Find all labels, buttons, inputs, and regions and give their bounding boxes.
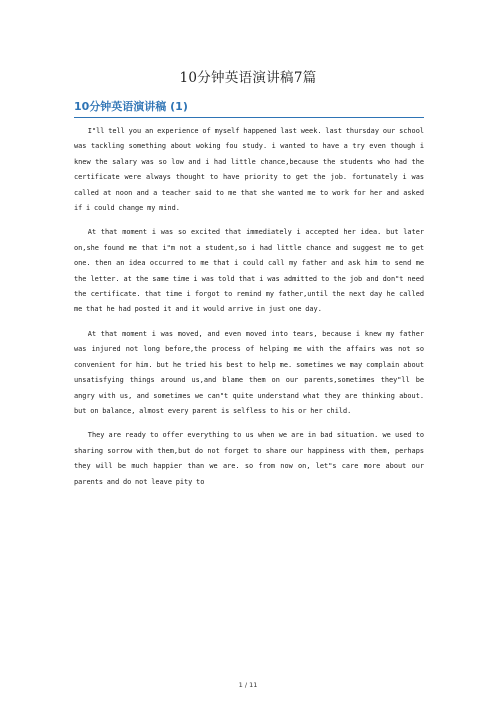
body-text	[74, 124, 424, 499]
paragraph-2: At that moment i was so excited that immediately i accepted her idea. but later on,she found me that i"m not a student,so i had little chance and suggest me to get one. then an idea occurred to me that i could call my father and ask him to send me the letter. at the same time i was told that i was admitted to the job and don"t need the certificate. that time i forgot to remind my father,until the next day he called me that he had posted it and it would arrive in just one day.	[74, 228, 424, 314]
document-title: 10分钟英语演讲稿7篇	[179, 70, 317, 86]
paragraph-4: They are ready to offer everything to us when we are in bad situation. we used to sharing sorrow with them,but do not forget to share our happiness with them, perhaps they will be much happier than we are. so from now on, let"s care more about our parents and do not leave pity to	[74, 431, 424, 486]
paragraph-1: I"ll tell you an experience of myself happened last week. last thursday our school was tackling something about woking fou study. i wanted to have a try even though i knew the salary was so low and i had little chance,because the students who had the certificate were always thought to have priority to get the job. fortunately i was called at noon and a teacher said to me that she wanted me to work for her and asked if i could change my mind.	[74, 127, 424, 213]
section-heading: 10分钟英语演讲稿 (1)	[74, 98, 424, 118]
page-indicator: 1 / 11	[238, 681, 258, 689]
paragraph-3: At that moment i was moved, and even moved into tears, because i knew my father was injured not long before,the process of helping me with the affairs was not so convenient for him. but he tried his best to help me. sometimes we may complain about unsatisfying things around us,and blame them on our parents,sometimes they"ll be angry with us, and sometimes we can"t quite understand what they are thinking about. but on balance, almost every parent is selfless to his or her child.	[74, 329, 424, 415]
